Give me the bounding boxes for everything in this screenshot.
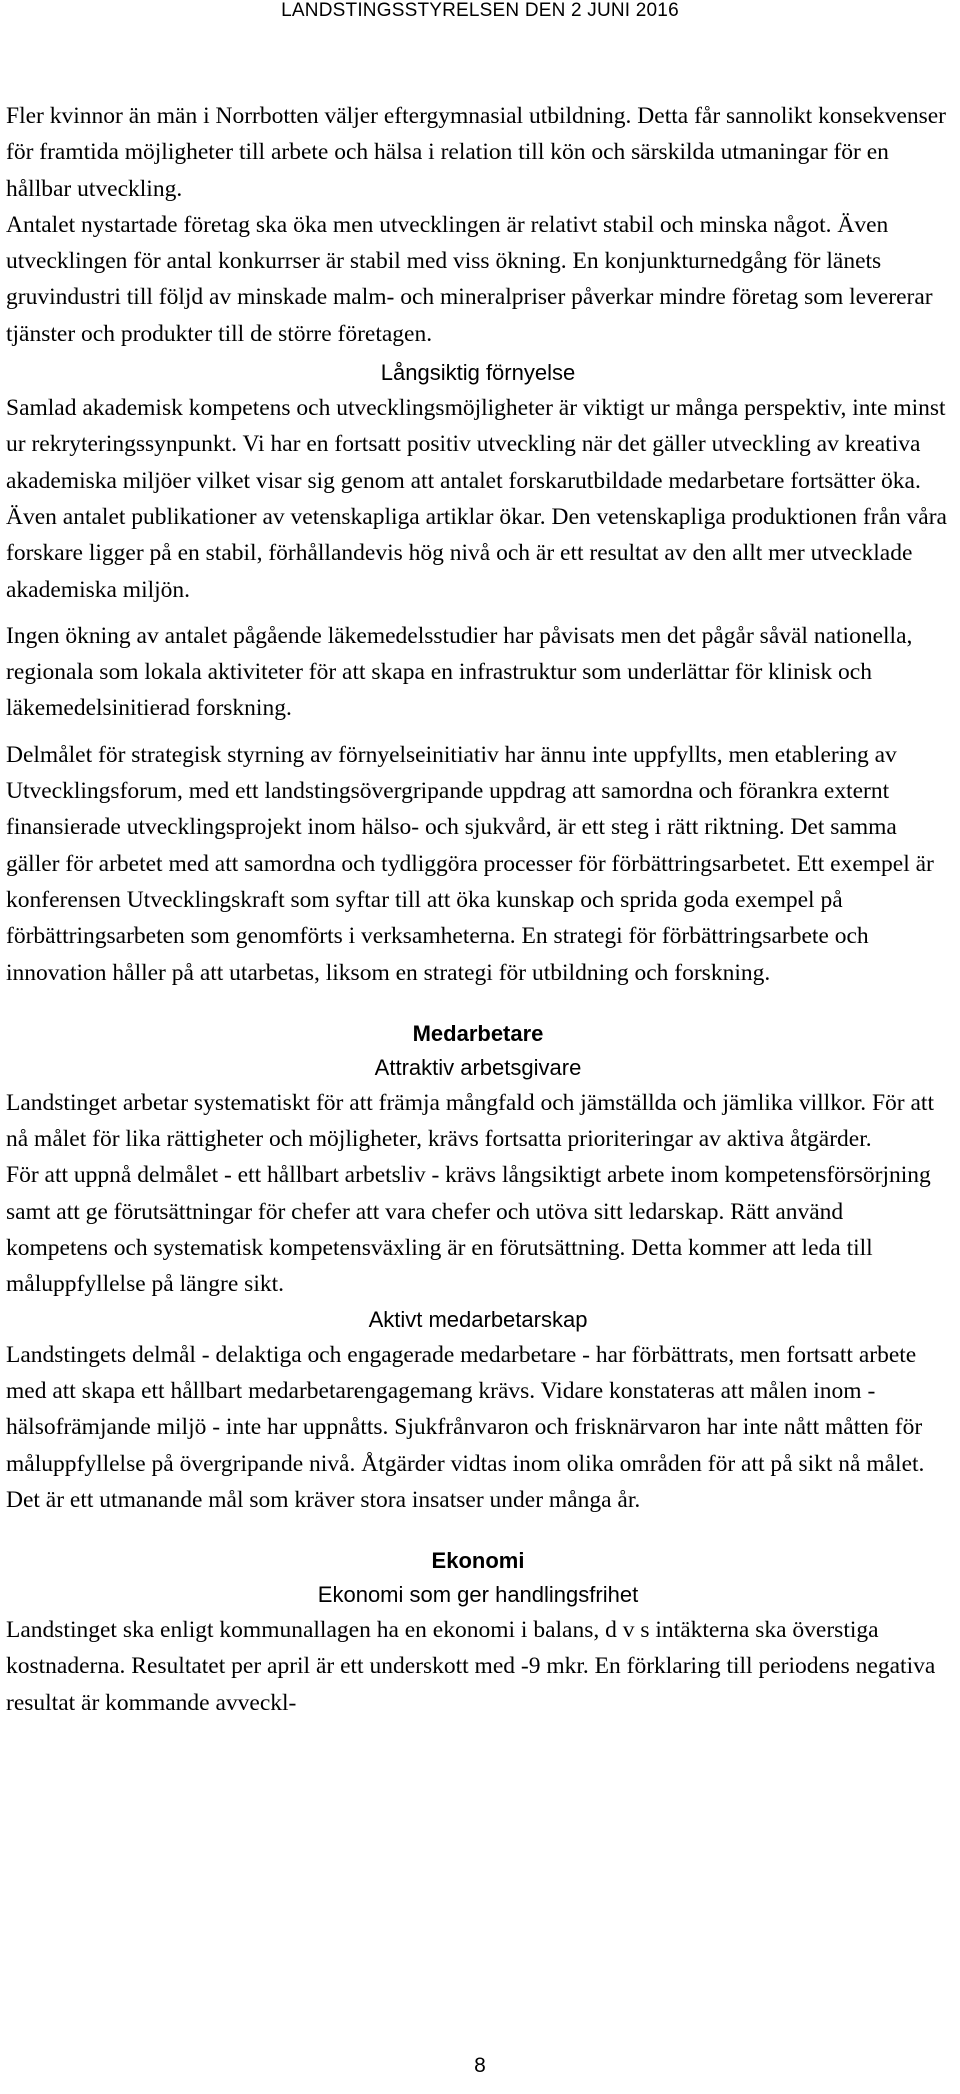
subheading-attraktiv-arbetsgivare: Attraktiv arbetsgivare bbox=[374, 1054, 582, 1080]
ekonomi-paragraph-1: Landstinget ska enligt kommunallagen ha en ekonomi i balans, d v s intäkterna ska överstiga kostnaderna. Resultatet per april är ett underskott med -9 mkr. En förklaring till periodens negativa resultat är kommande avveckl- bbox=[6, 1617, 936, 1716]
fornyelse-paragraph-3: Delmålet för strategisk styrning av förnyelseinitiativ har ännu inte uppfyllts, men etablering av Utvecklingsforum, med ett landstingsövergripande uppdrag att samordna och förankra externt finansierade utvecklingsprojekt inom hälso- och sjukvård, är ett steg i rätt riktning. Det samma gäller för arbetet med att samordna och tydliggöra processer för förbättringsarbetet. Ett exempel är konferensen Utvecklingskraft som syftar till att öka kunskap och sprida goda exempel på förbättringsarbeten som genomförts i verksamheterna. En strategi för förbättringsarbete och innovation håller på att utarbetas, liksom en strategi för utbildning och forskning. bbox=[6, 741, 934, 986]
page-header: LANDSTINGSSTYRELSEN DEN 2 JUNI 2016 bbox=[281, 0, 679, 21]
medarbetare-paragraph-1: Landstinget arbetar systematiskt för att främja mångfald och jämställda och jämlika villkor. För att nå målet för lika rättigheter och möjligheter, krävs fortsatta prioriteringar av aktiva åtgärder. bbox=[6, 1089, 934, 1153]
subheading-aktivt-medarbetarskap: Aktivt medarbetarskap bbox=[368, 1306, 588, 1332]
medarbetare-paragraph-3: Landstingets delmål - delaktiga och engagerade medarbetare - har förbättrats, men fortsatt arbete med att skapa ett hållbart medarbetarengagemang krävs. Vidare konstateras att målen inom - hälsofrämjande miljö - inte har uppnåtts. Sjukfrånvaron och frisknärvaron har inte nått måtten för måluppfyllelse på övergripande nivå. Åtgärder vidtas inom olika områden för att på sikt nå målet. Det är ett utmanande mål som kräver stora insatser under många år. bbox=[6, 1341, 925, 1513]
section-heading-ekonomi: Ekonomi bbox=[431, 1548, 525, 1574]
page-number: 8 bbox=[474, 2054, 486, 2077]
medarbetare-paragraph-2: För att uppnå delmålet - ett hållbart arbetsliv - krävs långsiktigt arbete inom kompetensförsörjning samt att ge förutsättningar för chefer att vara chefer och utöva sitt ledarskap. Rätt använd kompetens och systematisk kompetensväxling är en förutsättning. Detta kommer att leda till måluppfyllelse på längre sikt. bbox=[6, 1162, 931, 1298]
intro-paragraph-2: Antalet nystartade företag ska öka men utvecklingen är relativt stabil och minska något. Även utvecklingen för antal konkurrser är stabil med viss ökning. En konjunkturnedgång för länets gruvindustri till följd av minskade malm- och mineralpriser påverkar mindre företag som levererar tjänster och produkter till de större företagen. bbox=[6, 211, 933, 347]
section-heading-medarbetare: Medarbetare bbox=[412, 1020, 544, 1046]
subheading-ekonomi-handlingsfrihet: Ekonomi som ger handlingsfrihet bbox=[317, 1582, 639, 1608]
fornyelse-paragraph-1: Samlad akademisk kompetens och utvecklingsmöjligheter är viktigt ur många perspektiv, inte minst ur rekryteringssynpunkt. Vi har en fortsatt positiv utveckling när det gäller utveckling av kreativa akademiska miljöer vilket visar sig genom att antalet forskarutbildade medarbetare fortsätter öka. Även antalet publikationer av vetenskapliga artiklar ökar. Den vetenskapliga produktionen från våra forskare ligger på en stabil, förhållandevis hög nivå och är ett resultat av den allt mer utvecklade akademiska miljön. bbox=[6, 395, 947, 603]
fornyelse-paragraph-2: Ingen ökning av antalet pågående läkemedelsstudier har påvisats men det pågår såväl nationella, regionala som lokala aktiviteter för att skapa en infrastruktur som underlättar för klinisk och läkemedelsinitierad forskning. bbox=[6, 622, 913, 722]
section-heading-fornyelse: Långsiktig förnyelse bbox=[380, 360, 576, 386]
intro-paragraph-1: Fler kvinnor än män i Norrbotten väljer eftergymnasial utbildning. Detta får sannolikt konsekvenser för framtida möjligheter till arbete och hälsa i relation till kön och särskilda utmaningar för en hållbar utveckling. bbox=[6, 103, 946, 202]
document-body bbox=[6, 98, 950, 1721]
